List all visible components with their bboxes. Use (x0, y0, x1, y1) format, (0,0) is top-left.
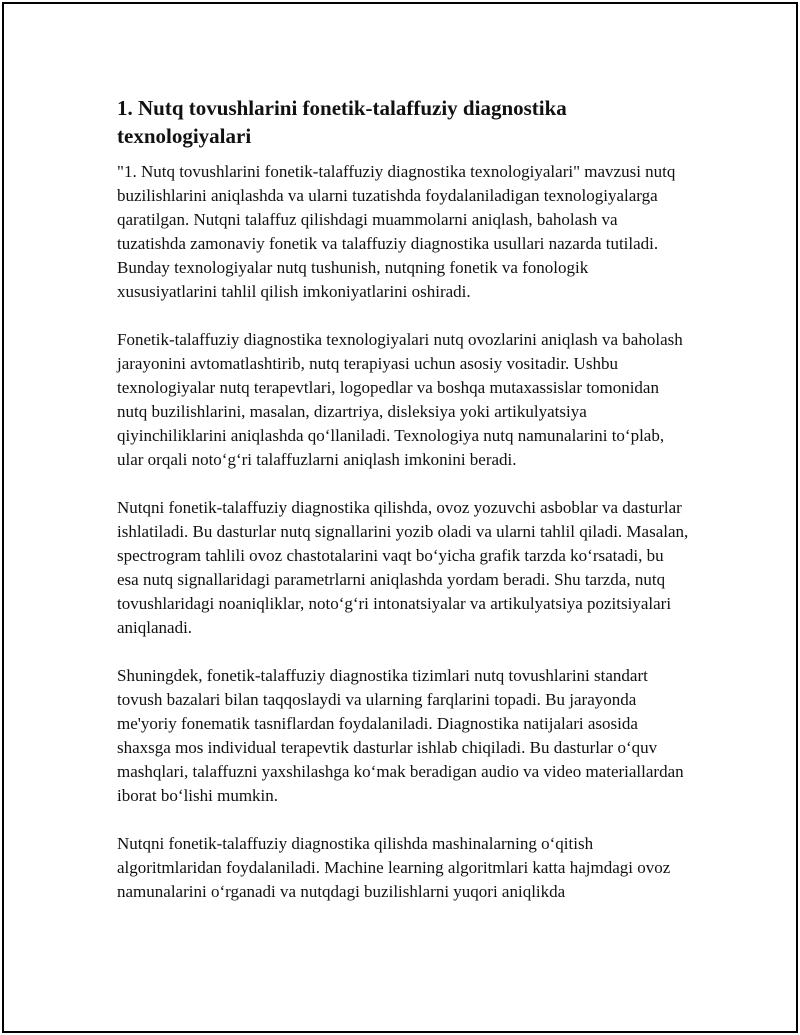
paragraph-2: Fonetik-talaffuziy diagnostika texnologiyalari nutq ovozlarini aniqlash va baholash jarayonini avtomatlashtirib, nutq terapiyasi uchun asosiy vositadir. Ushbu texnologiyalar nutq terapevtlari, logopedlar va boshqa mutaxassislar tomonidan nutq buzilishlarini, masalan, dizartriya, disleksiya yoki artikulyatsiya qiyinchiliklarini aniqlashda qo‘llaniladi. Texnologiya nutq namunalarini to‘plab, ular orqali noto‘g‘ri talaffuzlarni aniqlash imkonini beradi. (117, 330, 683, 469)
paragraph-4: Shuningdek, fonetik-talaffuziy diagnostika tizimlari nutq tovushlarini standart tovush bazalari bilan taqqoslaydi va ularning farqlarini topadi. Bu jarayonda me'yoriy fonematik tasniflardan foydalaniladi. Diagnostika natijalari asosida shaxsga mos individual terapevtik dasturlar ishlab chiqiladi. Bu dasturlar o‘quv mashqlari, talaffuzni yaxshilashga ko‘mak beradigan audio va video materiallardan iborat bo‘lishi mumkin. (117, 666, 684, 805)
paragraph-3: Nutqni fonetik-talaffuziy diagnostika qilishda, ovoz yozuvchi asboblar va dasturlar ishlatiladi. Bu dasturlar nutq signallarini yozib oladi va ularni tahlil qiladi. Masalan, spectrogram tahlili ovoz chastotalarini vaqt bo‘yicha grafik tarzda ko‘rsatadi, bu esa nutq signallaridagi parametrlarni aniqlashda yordam beradi. Shu tarzda, nutq tovushlaridagi noaniqliklar, noto‘g‘ri intonatsiyalar va artikulyatsiya pozitsiyalari aniqlanadi. (117, 498, 689, 637)
paragraph-1: "1. Nutq tovushlarini fonetik-talaffuziy diagnostika texnologiyalari" mavzusi nutq buzilishlarini aniqlashda va ularni tuzatishda foydalaniladigan texnologiyalarga qaratilgan. Nutqni talaffuz qilishdagi muammolarni aniqlash, baholash va tuzatishda zamonaviy fonetik va talaffuziy diagnostika usullari nazarda tutiladi. Bunday texnologiyalar nutq tushunish, nutqning fonetik va fonologik xususiyatlarini tahlil qilish imkoniyatlarini oshiradi. (117, 162, 676, 301)
document-body (117, 94, 689, 928)
document-title: 1. Nutq tovushlarini fonetik-talaffuziy diagnostika texnologiyalari (117, 96, 567, 148)
paragraph-5: Nutqni fonetik-talaffuziy diagnostika qilishda mashinalarning o‘qitish algoritmlaridan foydalaniladi. Machine learning algoritmlari katta hajmdagi ovoz namunalarini o‘rganadi va nutqdagi buzilishlarni yuqori aniqlikda (117, 834, 671, 901)
